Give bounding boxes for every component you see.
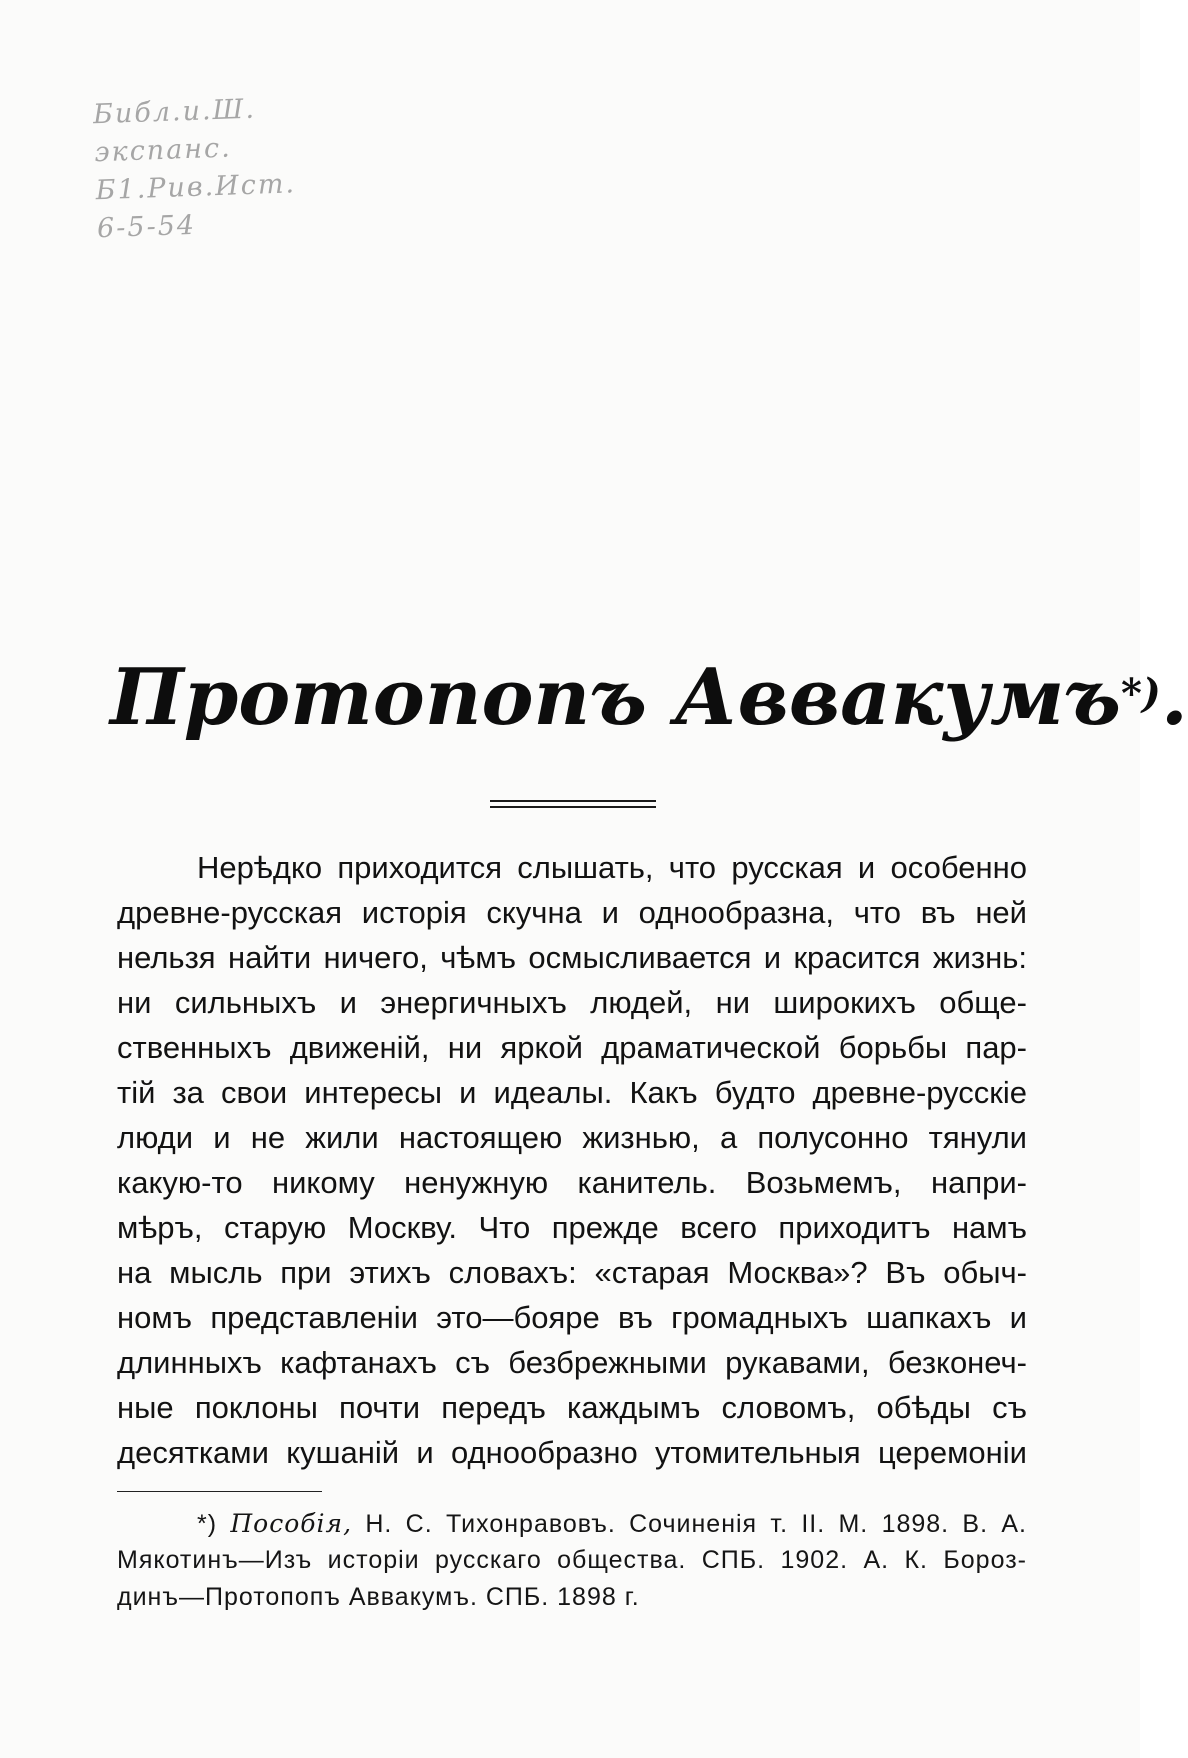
title-divider-bottom (490, 806, 656, 808)
text-line: мѣръ, старую Москву. Что прежде всего приходитъ намъ (117, 1210, 1027, 1245)
main-text (117, 845, 1027, 1475)
handwritten-library-note (92, 84, 457, 248)
footnote-line1-text: Н. С. Тихонравовъ. Сочиненія т. II. М. 1898. В. А. (365, 1510, 1027, 1538)
title-footnote-marker: *) (1120, 670, 1161, 717)
footnote-separator (117, 1491, 322, 1492)
footnote-line: Мякотинъ—Изъ исторіи русскаго общества. СПБ. 1902. А. К. Бороз- (117, 1546, 1027, 1574)
text-line: Нерѣдко приходится слышать, что русская и особенно (197, 850, 1027, 885)
text-line: ные поклоны почти передъ каждымъ словомъ, обѣды съ (117, 1390, 1027, 1425)
footnote-marker: *) (197, 1510, 218, 1538)
title-end-punct: . (1160, 652, 1188, 743)
text-line: ственныхъ движеній, ни яркой драматической борьбы пар- (117, 1030, 1027, 1065)
note-line: Б1.Рив.Ист. (95, 168, 297, 207)
page-title (110, 648, 1188, 748)
text-line: древне-русская исторія скучна и однообразна, что въ ней (117, 895, 1027, 930)
footnote-line (117, 1505, 1027, 1542)
text-line: тій за свои интересы и идеалы. Какъ будто древне-русскіе (117, 1075, 1027, 1110)
text-line: какую-то никому ненужную канитель. Возьмемъ, напри- (117, 1165, 1027, 1200)
note-line: Библ.и.Ш. (92, 93, 257, 131)
text-line: ни сильныхъ и энергичныхъ людей, ни широкихъ обще- (117, 985, 1027, 1020)
note-line: 6-5-54 (96, 209, 197, 245)
footnote (117, 1505, 1027, 1616)
title-divider-top (490, 800, 656, 802)
note-line: экспанс. (93, 132, 233, 169)
text-line: на мысль при этихъ словахъ: «старая Москва»? Въ обыч- (117, 1255, 1027, 1290)
footnote-line: динъ—Протопопъ Аввакумъ. СПБ. 1898 г. (117, 1583, 640, 1611)
title-text: Протопопъ Аввакумъ (110, 652, 1121, 743)
text-line: длинныхъ кафтанахъ съ безбрежными рукавами, безконеч- (117, 1345, 1027, 1380)
text-line: десятками кушаній и однообразно утомительныя церемоніи (117, 1435, 1027, 1470)
footnote-label: Пособія, (230, 1509, 353, 1538)
text-line: номъ представленіи это—бояре въ громадныхъ шапкахъ и (117, 1300, 1027, 1335)
text-line: нельзя найти ничего, чѣмъ осмысливается и красится жизнь: (117, 940, 1027, 975)
text-line: люди и не жили настоящею жизнью, а полусонно тянули (117, 1120, 1027, 1155)
